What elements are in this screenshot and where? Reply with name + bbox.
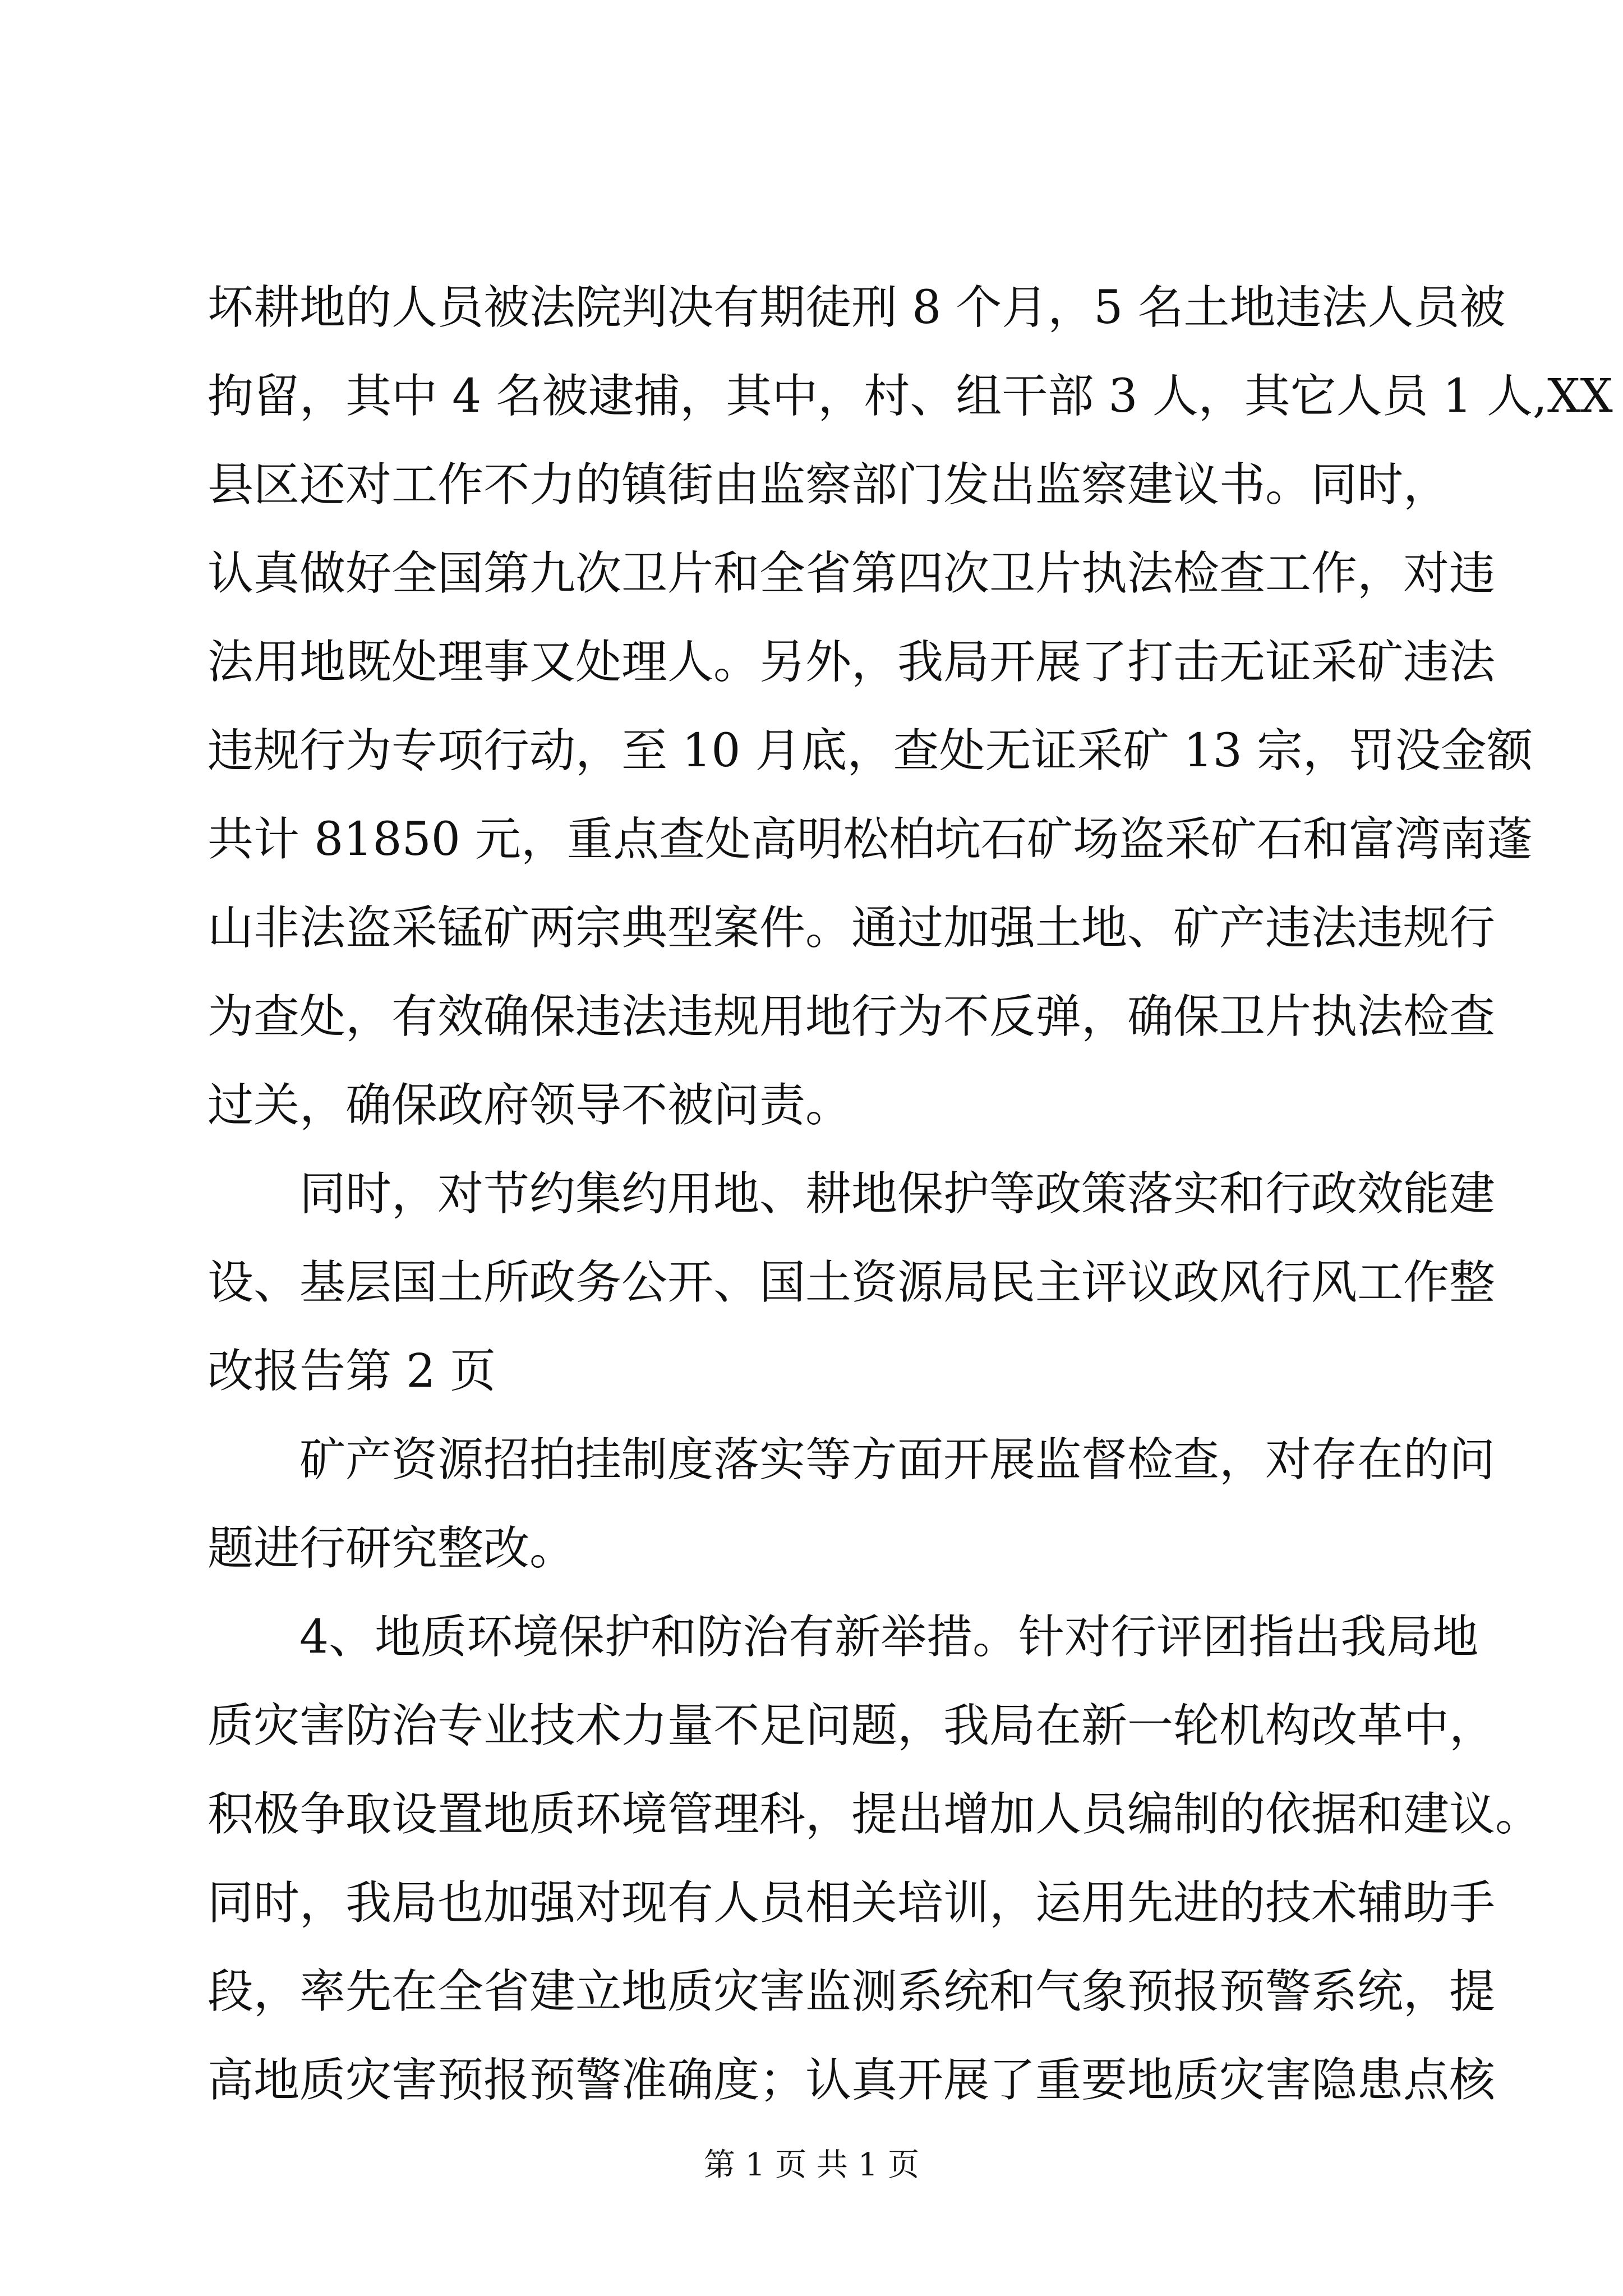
text-line: 段，率先在全省建立地质灾害监测系统和气象预报预警系统，提 [208, 1965, 1496, 2018]
paragraph-start-line: 4、地质环境保护和防治有新举措。针对行评团指出我局地 [299, 1611, 1479, 1664]
page-footer [0, 2143, 1623, 2188]
text-line: 县区还对工作不力的镇街由监察部门发出监察建议书。同时， [208, 458, 1450, 512]
text-line: 题进行研究整改。 [208, 1522, 576, 1575]
text-line: 认真做好全国第九次卫片和全省第四次卫片执法检查工作，对违 [208, 547, 1496, 600]
text-line: 山非法盗采锰矿两宗典型案件。通过加强土地、矿产违法违规行 [208, 901, 1496, 955]
text-line: 违规行为专项行动，至 10 月底，查处无证采矿 13 宗，罚没金额 [208, 724, 1533, 777]
text-line: 为查处，有效确保违法违规用地行为不反弹，确保卫片执法检查 [208, 990, 1496, 1043]
text-line: 坏耕地的人员被法院判决有期徒刑 8 个月，5 名土地违法人员被 [208, 281, 1506, 334]
text-line: 改报告第 2 页 [208, 1345, 496, 1398]
document-body [208, 264, 1613, 2125]
text-line: 质灾害防治专业技术力量不足问题，我局在新一轮机构改革中， [208, 1699, 1496, 1752]
text-line: 设、基层国土所政务公开、国土资源局民主评议政风行风工作整 [208, 1256, 1496, 1309]
text-line: 积极争取设置地质环境管理科，提出增加人员编制的依据和建议。 [208, 1788, 1542, 1841]
text-line: 过关，确保政府领导不被问责。 [208, 1079, 852, 1132]
page-indicator: 第 1 页 共 1 页 [703, 2147, 920, 2183]
paragraph-start-line: 同时，对节约集约用地、耕地保护等政策落实和行政效能建 [299, 1167, 1496, 1221]
text-line: 法用地既处理事又处理人。另外，我局开展了打击无证采矿违法 [208, 636, 1496, 689]
text-line: 同时，我局也加强对现有人员相关培训，运用先进的技术辅助手 [208, 1876, 1496, 1930]
text-line: 高地质灾害预报预警准确度；认真开展了重要地质灾害隐患点核 [208, 2054, 1496, 2107]
text-line: 共计 81850 元，重点查处高明松柏坑石矿场盗采矿石和富湾南蓬 [208, 813, 1533, 866]
text-line: 拘留，其中 4 名被逮捕，其中，村、组干部 3 人，其它人员 1 人,XX [208, 370, 1613, 423]
paragraph-start-line: 矿产资源招拍挂制度落实等方面开展监督检查，对存在的问 [299, 1433, 1496, 1487]
